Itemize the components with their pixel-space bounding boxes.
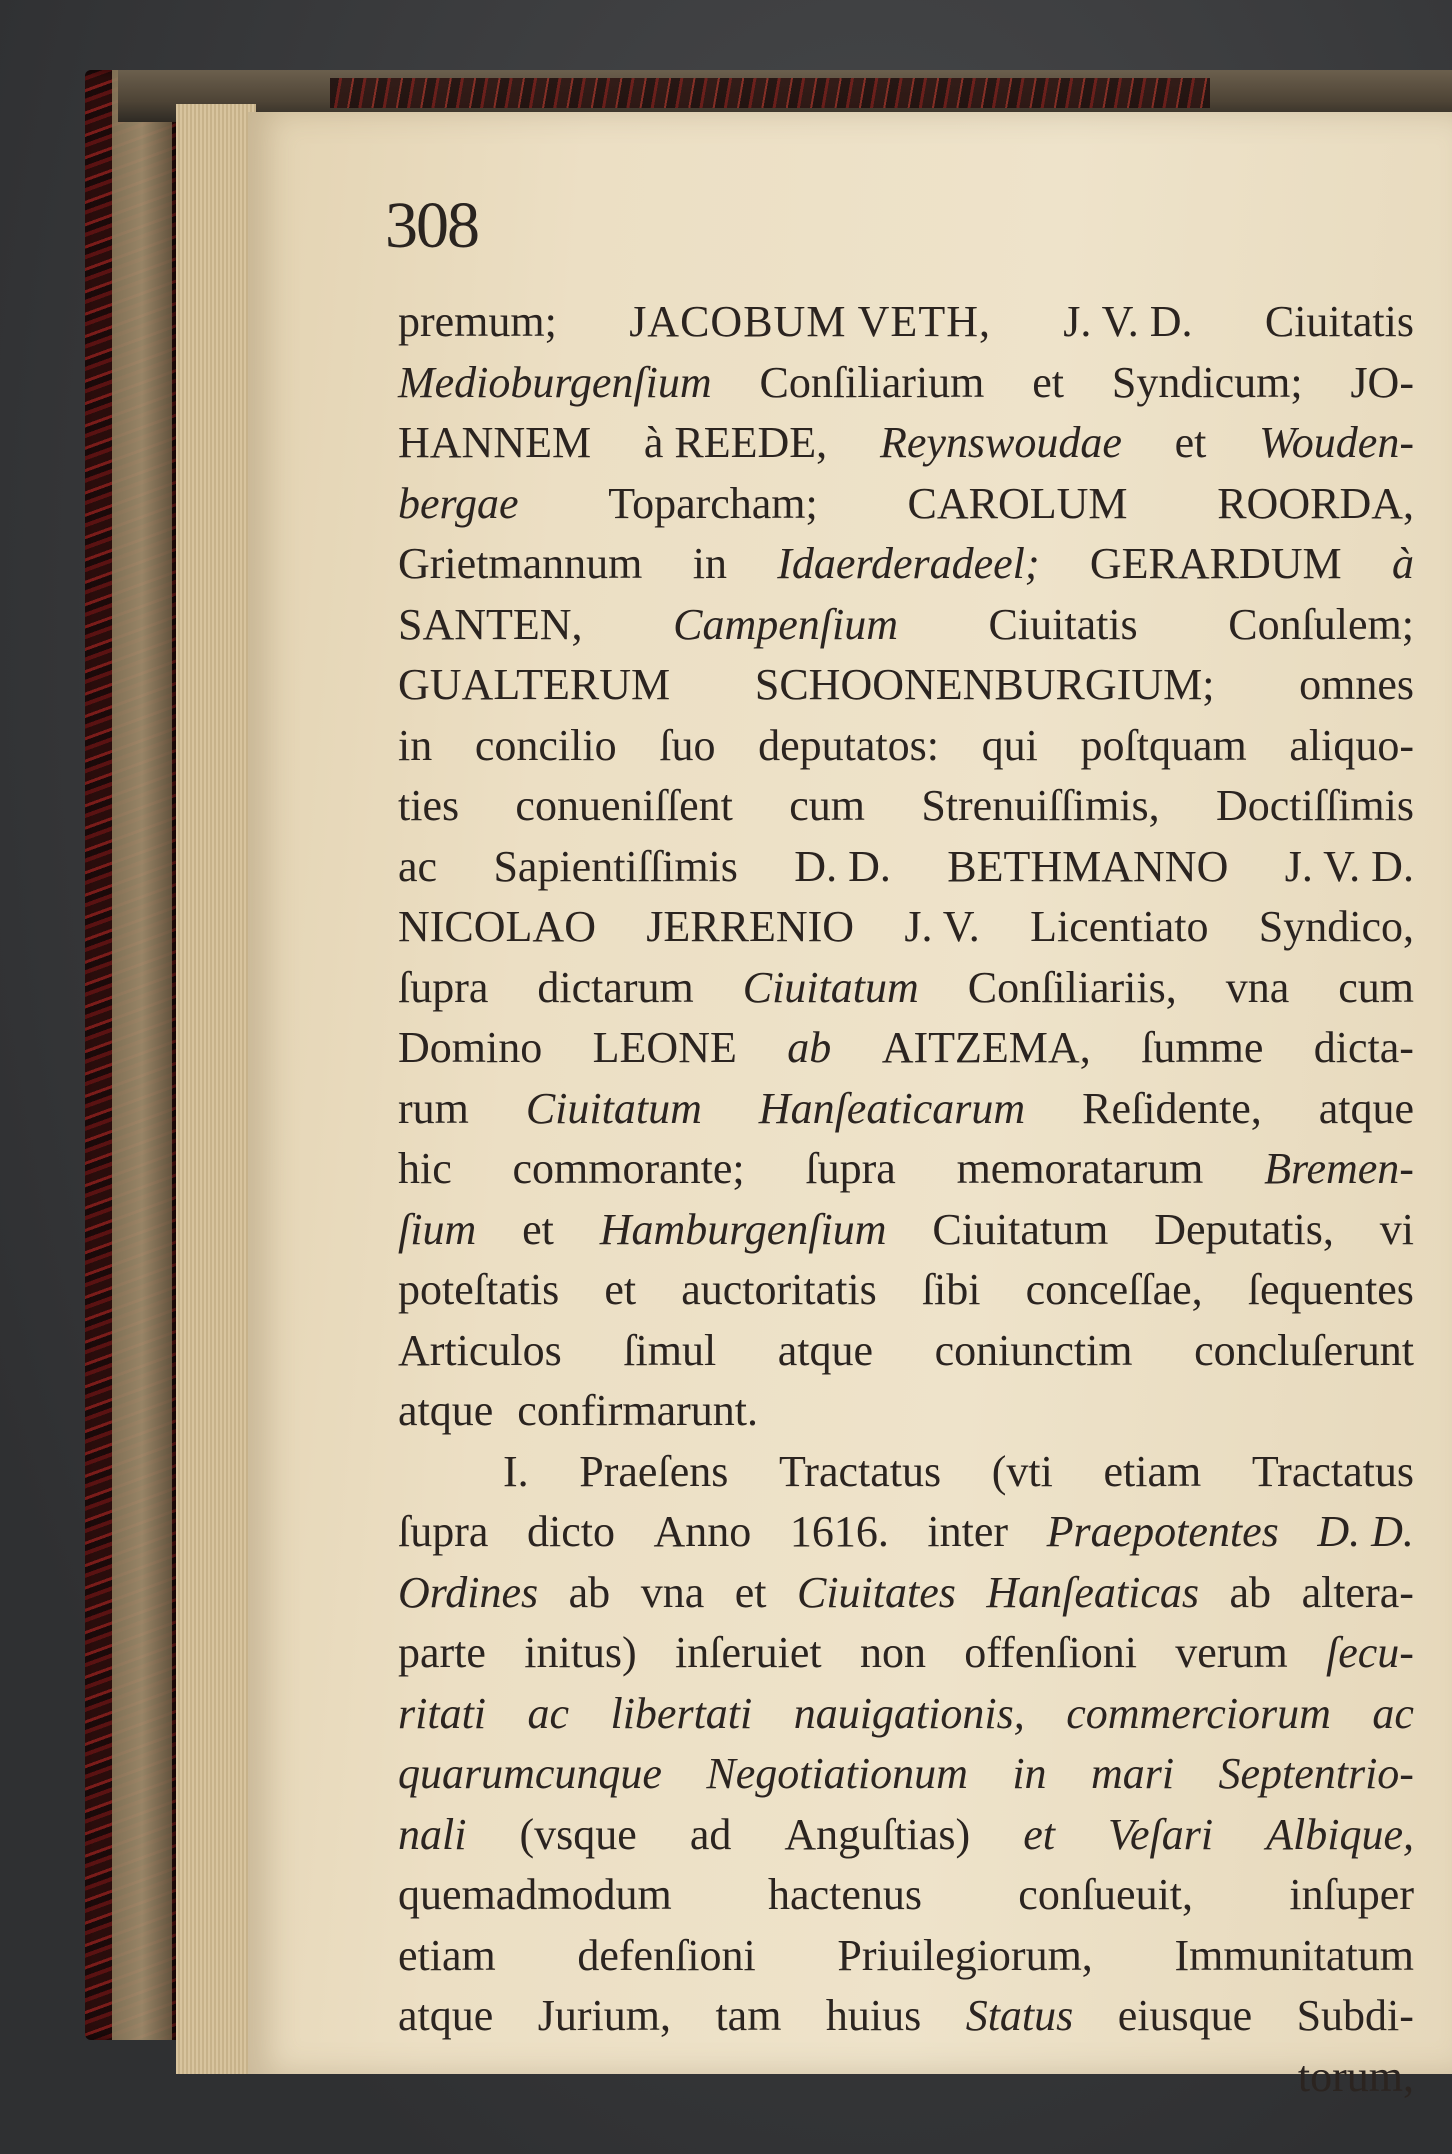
word: SANTEN, (398, 599, 583, 649)
word: Tractatus (778, 1446, 942, 1496)
text-line (398, 353, 1414, 414)
text-line (398, 534, 1414, 595)
word: Medioburgenſium (398, 357, 712, 407)
catchword-line (398, 2047, 1414, 2108)
word: Reſidente, (1082, 1083, 1262, 1133)
word: Immunitatum (1174, 1930, 1414, 1980)
word: ties (398, 781, 460, 830)
word: ſupra (805, 1144, 896, 1193)
word: atque (1318, 1083, 1414, 1133)
word: conceſſae, (1025, 1265, 1203, 1314)
word: J. V. (904, 902, 980, 951)
word: inſeruiet (675, 1628, 822, 1677)
word: Conſulem; (1228, 599, 1414, 649)
word: defenſioni (577, 1930, 756, 1980)
text-line (398, 958, 1414, 1019)
word: vi (1379, 1204, 1414, 1254)
word: auctoritatis (681, 1265, 877, 1314)
word: JO- (1350, 357, 1414, 407)
word: ab (787, 1023, 832, 1072)
word: ſimul (623, 1325, 717, 1375)
word: NICOLAO (398, 902, 596, 951)
word: eiusque (1117, 1991, 1253, 2040)
word: aliquo- (1289, 720, 1414, 770)
word: cum (789, 781, 865, 830)
word: dictarum (537, 962, 694, 1012)
text-line (398, 292, 1414, 353)
word: Hamburgenſium (599, 1204, 887, 1254)
marbled-endpaper (330, 78, 1210, 108)
word: à REEDE, (643, 418, 828, 467)
word: tam (715, 1991, 782, 2040)
word: Ciuitatis (988, 599, 1138, 649)
word: quemadmodum (398, 1870, 672, 1919)
text-line (398, 1805, 1414, 1866)
text-line (398, 1381, 1414, 1442)
word: inter (927, 1507, 1009, 1556)
word: Anno (653, 1507, 752, 1556)
word: qui (981, 720, 1038, 770)
word: ſumme (1141, 1023, 1264, 1072)
word: poſtquam (1080, 720, 1247, 770)
word: Articulos (398, 1325, 562, 1375)
word: (vsque (519, 1809, 637, 1859)
word: ſupra (398, 1507, 489, 1556)
word: ſium (398, 1204, 477, 1254)
word: atque (398, 1386, 494, 1435)
text-line (398, 776, 1414, 837)
word: I. (503, 1446, 529, 1496)
text-line (398, 1139, 1414, 1200)
word: confirmarunt. (517, 1386, 758, 1435)
word: conueniſſent (515, 781, 733, 830)
word: coniunctim (934, 1325, 1133, 1375)
word: Ciuitatum (742, 962, 919, 1012)
word: hic (398, 1144, 452, 1193)
text-line (398, 1865, 1414, 1926)
word: Reynswoudae (879, 418, 1122, 467)
text-line (398, 1563, 1414, 1624)
word: verum (1175, 1628, 1288, 1677)
word: Ordines (398, 1567, 539, 1617)
word: J. V. D. (1063, 297, 1193, 346)
word: in (1012, 1749, 1047, 1798)
text-line (398, 897, 1414, 958)
word: Licentiato (1030, 902, 1209, 951)
word: vna (640, 1567, 705, 1617)
word: Domino (398, 1023, 543, 1072)
word: Wouden- (1259, 418, 1414, 467)
word: premum; (398, 297, 557, 346)
word: hactenus (768, 1870, 922, 1919)
word: atque (777, 1325, 874, 1375)
word: commorante; (512, 1144, 745, 1193)
word: mari (1090, 1749, 1175, 1798)
word: Syndicum; (1111, 357, 1303, 407)
word: dicto (526, 1507, 615, 1556)
word: ab (1229, 1567, 1272, 1617)
word: Ciuitatum (932, 1204, 1109, 1254)
word: initus) (524, 1628, 637, 1677)
word: commerciorum (1066, 1688, 1331, 1738)
text-line (398, 1623, 1414, 1684)
text-line (398, 655, 1414, 716)
word: et (604, 1265, 637, 1314)
word: deputatos: (758, 720, 939, 770)
word: etiam (1103, 1446, 1202, 1496)
word: et (1032, 357, 1065, 407)
word: Priuilegiorum, (837, 1930, 1093, 1980)
word: memoratarum (956, 1144, 1204, 1193)
word: Veſari (1107, 1809, 1214, 1859)
word: 1616. (789, 1507, 889, 1556)
word: nauigationis, (793, 1688, 1025, 1738)
page-edges (176, 104, 256, 2074)
word: JACOBUM VETH, (629, 297, 991, 346)
word: libertati (610, 1688, 753, 1738)
word: dicta- (1313, 1023, 1414, 1072)
word: SCHOONENBURGIUM; (754, 660, 1215, 709)
word: ab (568, 1567, 611, 1617)
word: GUALTERUM (398, 660, 671, 709)
word: Toparcham; (608, 478, 818, 528)
word: et (734, 1567, 767, 1617)
book-cover-edge (112, 70, 172, 2040)
text-line (398, 1079, 1414, 1140)
word: Septentrio- (1218, 1749, 1414, 1798)
word: Idaerderadeel; (777, 539, 1040, 588)
text-line (398, 1321, 1414, 1382)
word: cum (1338, 962, 1414, 1012)
word: Hanſeaticarum (758, 1083, 1026, 1133)
word: (vti (991, 1446, 1053, 1496)
word: ac (527, 1688, 570, 1738)
word: Ciuitatis (1264, 297, 1414, 346)
word: ac (398, 841, 438, 891)
word: inſuper (1289, 1870, 1414, 1919)
word: quarumcunque (398, 1749, 662, 1798)
word: Praepotentes (1046, 1507, 1279, 1556)
word: et (522, 1204, 554, 1254)
word: ROORDA, (1217, 478, 1414, 528)
text-line (398, 413, 1414, 474)
word: Status (965, 1991, 1074, 2040)
word: Hanſeaticas (986, 1567, 1200, 1617)
word: ritati (398, 1688, 487, 1738)
word: LEONE (592, 1023, 737, 1072)
word: Tractatus (1251, 1446, 1414, 1496)
word: Bremen- (1264, 1144, 1414, 1193)
word: rum (398, 1083, 469, 1133)
text-line (398, 716, 1414, 777)
text-line (398, 1442, 1414, 1503)
word: HANNEM (398, 418, 592, 467)
word: Deputatis, (1154, 1204, 1334, 1254)
word: conſueuit, (1018, 1870, 1194, 1919)
word: ſibi (921, 1265, 981, 1314)
word: vna (1225, 962, 1290, 1012)
word: atque (398, 1991, 494, 2040)
word: Anguſtias) (784, 1809, 971, 1859)
page-number: 308 (385, 189, 478, 262)
word: non (859, 1628, 926, 1677)
word: etiam (398, 1930, 496, 1980)
word: in (692, 539, 727, 588)
text-line (398, 1502, 1414, 1563)
word: Conſiliarium (759, 357, 985, 407)
word: parte (398, 1628, 486, 1677)
word: ſuo (659, 720, 716, 770)
text-line (398, 474, 1414, 535)
word: JERRENIO (646, 902, 855, 951)
word: ſupra (398, 962, 489, 1012)
word: ſecu- (1326, 1628, 1414, 1677)
word: à (1392, 539, 1414, 588)
text-line (398, 1744, 1414, 1805)
word: Negotiationum (706, 1749, 968, 1798)
word: poteſtatis (398, 1265, 560, 1314)
word: huius (825, 1991, 922, 2040)
word: ad (689, 1809, 732, 1859)
word: ſequentes (1247, 1265, 1414, 1314)
word: Jurium, (537, 1991, 671, 2040)
word: Conſiliariis, (967, 962, 1177, 1012)
word: et (1023, 1809, 1055, 1859)
text-line (398, 1684, 1414, 1745)
word: AITZEMA, (881, 1023, 1091, 1072)
word: Subdi- (1296, 1991, 1414, 2040)
word: Syndico, (1258, 902, 1414, 951)
word: J. V. D. (1284, 841, 1414, 891)
word: BETHMANNO (947, 841, 1229, 891)
text-line (398, 1260, 1414, 1321)
word: GERARDUM (1089, 539, 1342, 588)
word: Albique, (1266, 1809, 1414, 1859)
word: ac (1372, 1688, 1414, 1738)
word: Grietmannum (398, 539, 643, 588)
page-text (398, 292, 1414, 2107)
catchword: torum, (1297, 2051, 1414, 2101)
word: CAROLUM (907, 478, 1128, 528)
word: Praeſens (579, 1446, 729, 1496)
word: Doctiſſimis (1215, 781, 1414, 830)
word: nali (398, 1809, 467, 1859)
word: in (398, 720, 433, 770)
text-line (398, 837, 1414, 898)
word: offenſioni (964, 1628, 1137, 1677)
word: et (1174, 418, 1207, 467)
word: Ciuitates (796, 1567, 956, 1617)
text-line (398, 1018, 1414, 1079)
text-line (398, 1200, 1414, 1261)
word: omnes (1299, 660, 1414, 709)
word: D. D. (1317, 1507, 1414, 1556)
word: bergae (398, 478, 519, 528)
word: Ciuitatum (525, 1083, 702, 1133)
word: Campenſium (673, 599, 898, 649)
word: altera- (1301, 1567, 1414, 1617)
text-line (398, 1986, 1414, 2047)
word: D. D. (794, 841, 891, 891)
text-line (398, 595, 1414, 656)
word: Sapientiſſimis (493, 841, 738, 891)
text-line (398, 1926, 1414, 1987)
word: concluſerunt (1194, 1325, 1414, 1375)
word: concilio (474, 720, 617, 770)
word: Strenuiſſimis, (921, 781, 1160, 830)
